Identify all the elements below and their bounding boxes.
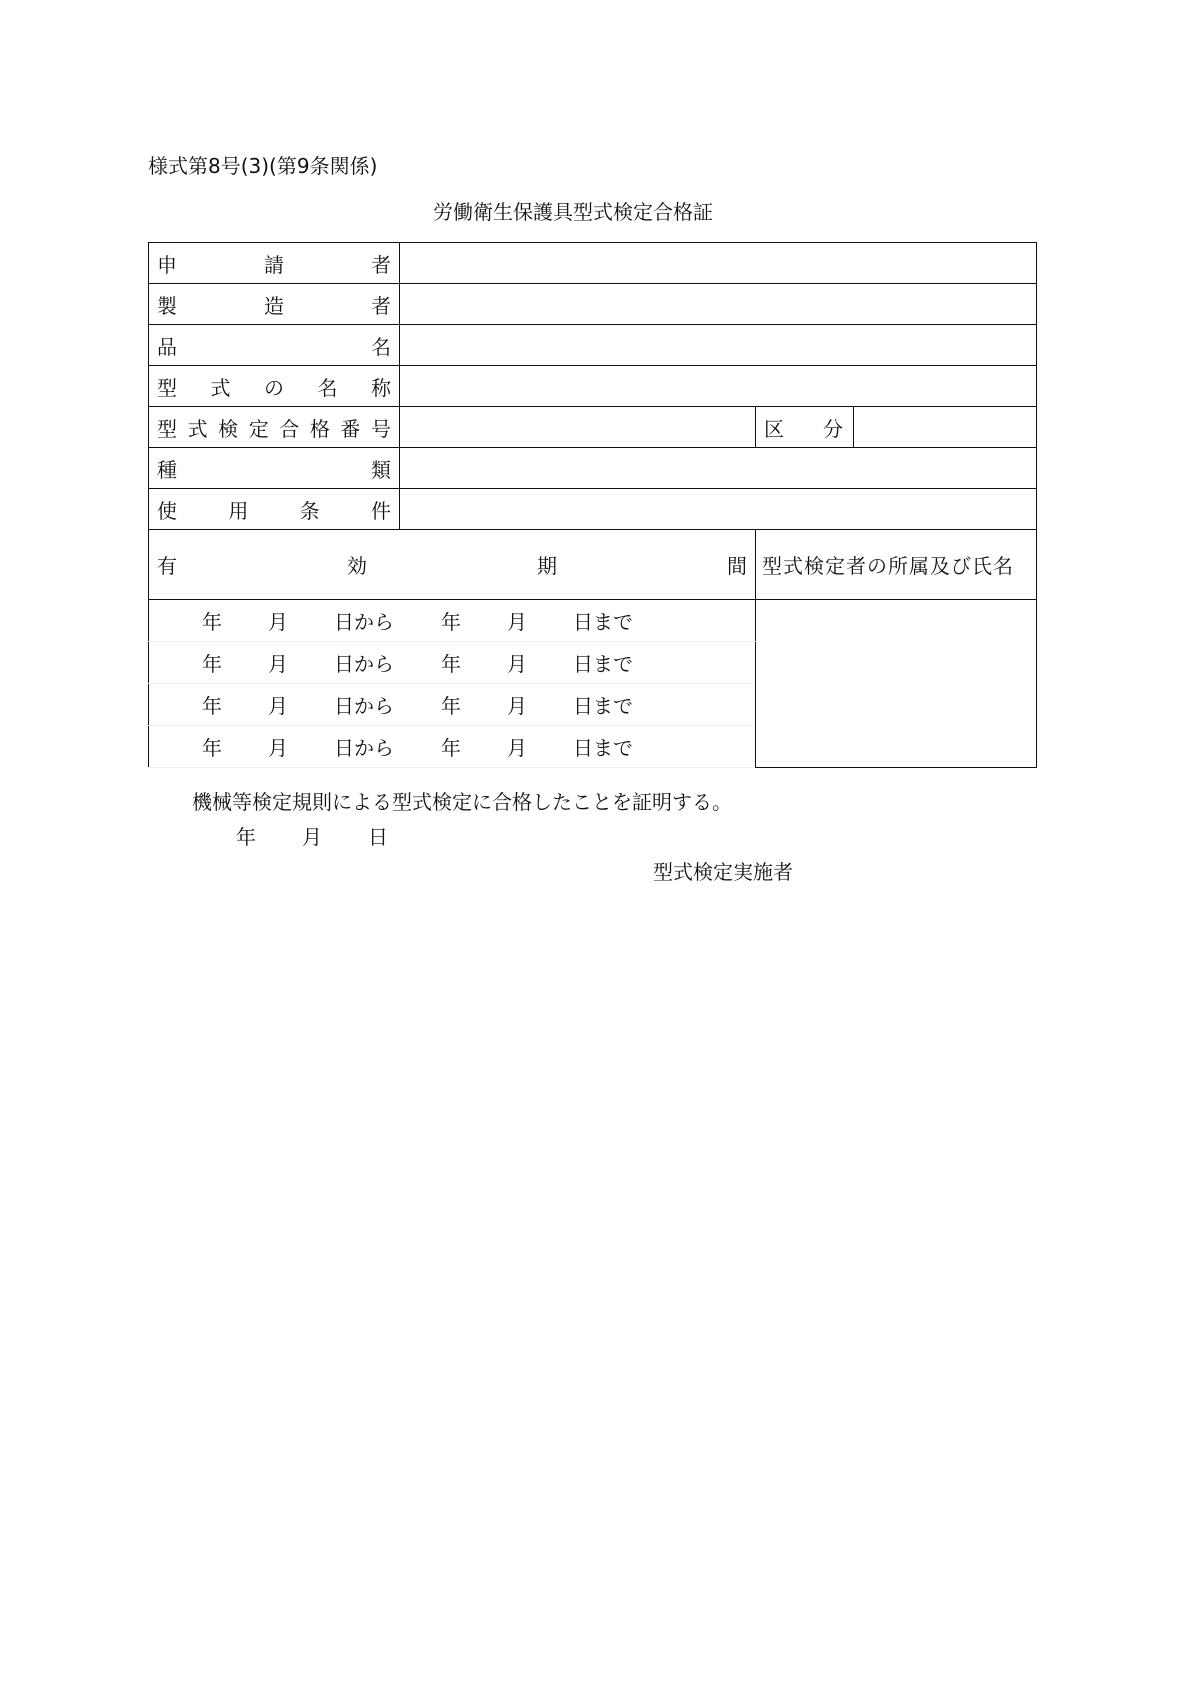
label-char: 型 xyxy=(157,375,177,400)
date-part: 月 xyxy=(268,610,288,634)
date-part: 年 xyxy=(202,610,222,634)
certificate-table xyxy=(148,242,1037,768)
label-char: 使 xyxy=(157,498,177,523)
division-label xyxy=(756,407,854,448)
label-char: 定 xyxy=(248,416,269,441)
inspector-header: 型式検定者の所属及び氏名 xyxy=(756,530,1037,600)
issue-month: 月 xyxy=(302,825,322,849)
table-row xyxy=(149,325,1037,366)
row-label xyxy=(149,243,400,284)
date-part: 日まで xyxy=(573,652,633,676)
value-cell[interactable] xyxy=(400,407,756,448)
value-cell[interactable] xyxy=(400,325,1037,366)
date-part: 月 xyxy=(507,736,527,760)
date-part: 年 xyxy=(202,736,222,760)
row-label xyxy=(149,366,400,407)
date-part: 日から xyxy=(334,694,394,718)
label-char: の xyxy=(264,375,284,400)
label-char: 効 xyxy=(347,554,367,578)
label-char: 者 xyxy=(371,293,391,318)
label-char: 区 xyxy=(764,416,784,441)
date-part: 日から xyxy=(334,610,394,634)
date-part: 月 xyxy=(268,652,288,676)
label-char: 条 xyxy=(299,498,320,523)
date-part: 日まで xyxy=(573,736,633,760)
table-row xyxy=(149,489,1037,530)
date-part: 月 xyxy=(507,652,527,676)
date-part: 年 xyxy=(441,736,461,760)
validity-row xyxy=(149,600,1037,642)
label-char: 式 xyxy=(187,416,208,441)
issuer-label: 型式検定実施者 xyxy=(653,860,793,884)
label-char: 用 xyxy=(228,498,249,523)
date-part: 日まで xyxy=(573,694,633,718)
date-part: 月 xyxy=(507,694,527,718)
date-part: 年 xyxy=(441,610,461,634)
division-value[interactable] xyxy=(854,407,1037,448)
issue-year: 年 xyxy=(236,825,256,849)
validity-header xyxy=(149,530,756,600)
label-char: 名 xyxy=(371,334,391,359)
date-part: 日まで xyxy=(573,610,633,634)
label-char: 番 xyxy=(340,416,361,441)
label-char: 格 xyxy=(309,416,330,441)
label-char: 分 xyxy=(823,416,843,441)
document-title: 労働衛生保護具型式検定合格証 xyxy=(433,200,713,224)
certification-statement: 機械等検定規則による型式検定に合格したことを証明する。 xyxy=(192,790,732,814)
date-part: 月 xyxy=(268,736,288,760)
value-cell[interactable] xyxy=(400,448,1037,489)
table-row xyxy=(149,366,1037,407)
value-cell[interactable] xyxy=(400,284,1037,325)
label-char: 造 xyxy=(264,293,284,318)
issue-day: 日 xyxy=(368,825,388,849)
label-char: 間 xyxy=(727,554,747,578)
label-char: 型 xyxy=(157,416,177,441)
table-row xyxy=(149,407,1037,448)
form-number: 様式第8号(3)(第9条関係) xyxy=(148,154,378,178)
date-part: 日から xyxy=(334,652,394,676)
row-label xyxy=(149,489,400,530)
value-cell[interactable] xyxy=(400,366,1037,407)
label-char: 類 xyxy=(371,457,391,482)
label-char: 号 xyxy=(370,416,391,441)
label-char: 期 xyxy=(537,554,557,578)
issue-date xyxy=(236,827,388,847)
row-label xyxy=(149,407,400,448)
date-part: 年 xyxy=(202,652,222,676)
table-row xyxy=(149,243,1037,284)
label-char: 合 xyxy=(279,416,300,441)
date-part: 月 xyxy=(507,610,527,634)
label-char: 品 xyxy=(157,334,177,359)
label-char: 検 xyxy=(218,416,239,441)
label-char: 請 xyxy=(264,252,284,277)
row-label xyxy=(149,325,400,366)
label-char: 製 xyxy=(157,293,177,318)
validity-header-row xyxy=(149,530,1037,600)
date-part: 月 xyxy=(268,694,288,718)
date-part: 日から xyxy=(334,736,394,760)
label-char: 者 xyxy=(371,252,391,277)
row-label xyxy=(149,284,400,325)
table-row xyxy=(149,284,1037,325)
label-char: 種 xyxy=(157,457,177,482)
label-char: 称 xyxy=(371,375,391,400)
label-char: 式 xyxy=(210,375,231,400)
row-label xyxy=(149,448,400,489)
value-cell[interactable] xyxy=(400,489,1037,530)
date-part: 年 xyxy=(441,694,461,718)
label-char: 名 xyxy=(317,375,338,400)
label-char: 有 xyxy=(157,554,177,578)
inspector-cell[interactable] xyxy=(756,600,1037,768)
value-cell[interactable] xyxy=(400,243,1037,284)
table-row xyxy=(149,448,1037,489)
label-char: 件 xyxy=(370,498,391,523)
date-part: 年 xyxy=(202,694,222,718)
label-char: 申 xyxy=(157,252,177,277)
date-part: 年 xyxy=(441,652,461,676)
